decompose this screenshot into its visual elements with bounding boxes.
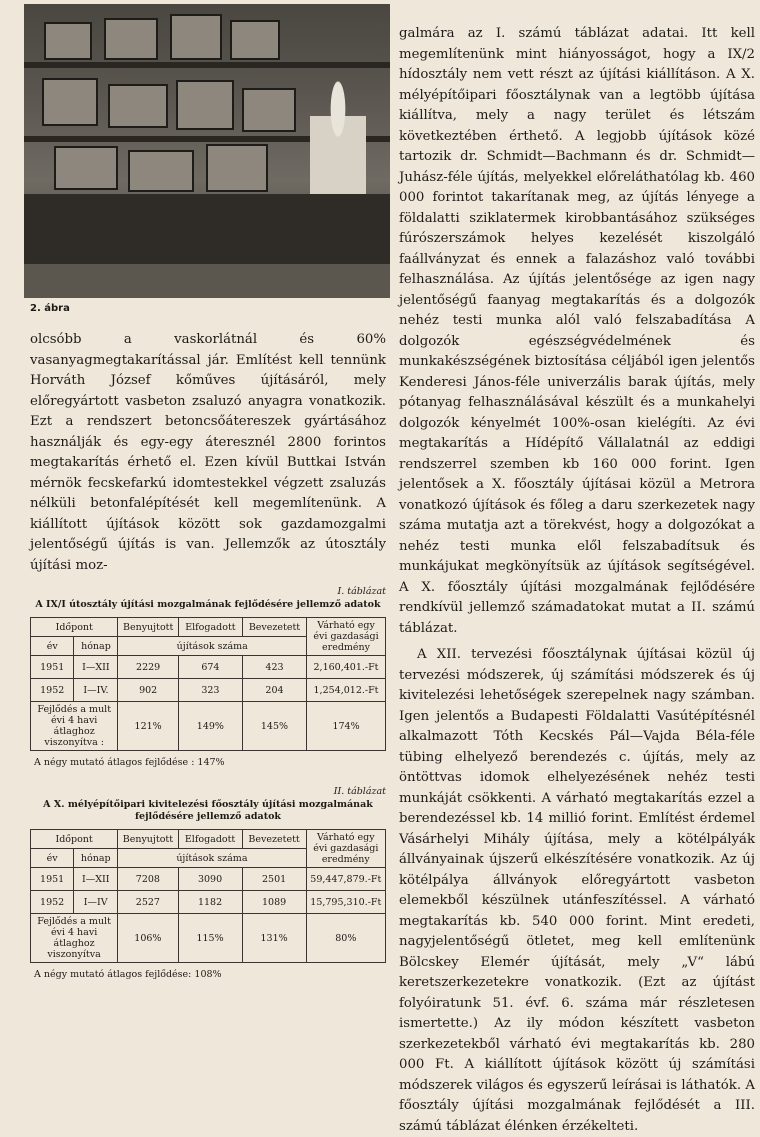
table2-row1-year: 1951 — [31, 868, 74, 891]
table2-head-bevezetett: Bevezetett — [242, 830, 306, 849]
table2-head-benyujtott: Benyujtott — [118, 830, 178, 849]
figure-caption: 2. ábra — [30, 303, 70, 314]
table2-row2-accepted: 1182 — [178, 891, 242, 914]
right-column — [399, 24, 755, 1137]
table2-head-elfogadott: Elfogadott — [178, 830, 242, 849]
table1-growth-label: Fejlődés a mult évi 4 havi átlaghoz viszonyítva : — [31, 702, 118, 751]
table1-head-honap: hónap — [74, 637, 118, 656]
table2-row2-month: I—IV — [74, 891, 118, 914]
table1-row2-year: 1952 — [31, 679, 74, 702]
table2-row2-submitted: 2527 — [118, 891, 178, 914]
table2-label: II. táblázat — [333, 786, 386, 797]
table2-head-honap: hónap — [74, 849, 118, 868]
table2-growth-result: 80% — [306, 914, 385, 963]
table2-head-ujitasok: újítások száma — [118, 849, 306, 868]
table2-row1-result: 59,447,879.-Ft — [306, 868, 385, 891]
table2-growth-introduced: 131% — [242, 914, 306, 963]
table2-row1-accepted: 3090 — [178, 868, 242, 891]
left-column — [30, 330, 386, 980]
bust-statue — [310, 74, 366, 214]
left-paragraph: olcsóbb a vaskorlátnál és 60% vasanyagmegtakarítással jár. Említést kell tennünk Horváth József kőműves újításáról, mely előregyártott vasbeton zsaluzó anyagra vonatkozik. Ezt a rendszert betoncsőátereszek gyártásához használják és egy-egy áteresznél 2800 forintos megtakarítás érhető el. Ezen kívül Buttkai István mérnök fecskefarkú idomtestekkel végzett zsaluzás nélküli betonfalépítését kell megemlítenünk. A kiállított újítások között sok gazdamozgalmi jelentőségű újítás is van. Jellemzők az útosztály újítási moz- — [30, 332, 386, 573]
table1-head-ujitasok: újítások száma — [118, 637, 307, 656]
table1 — [30, 617, 386, 751]
table-row — [31, 868, 386, 891]
table1-row2-introduced: 204 — [242, 679, 306, 702]
table-row-growth — [31, 702, 386, 751]
table1-head-varhato: Várható egy évi gazdasági eredmény — [307, 618, 386, 656]
table1-head-idopont: Időpont — [31, 618, 118, 637]
table1-growth-introduced: 145% — [242, 702, 306, 751]
table2-row1-month: I—XII — [74, 868, 118, 891]
table1-growth-accepted: 149% — [178, 702, 242, 751]
table2-title: A X. mélyépítőipari kivitelezési főosztály újítási mozgalmának fejlődésére jellemző adatok — [43, 799, 373, 822]
display-case — [24, 194, 390, 264]
table1-head-bevezetett: Bevezetett — [242, 618, 306, 637]
table2-row1-introduced: 2501 — [242, 868, 306, 891]
table-row — [31, 891, 386, 914]
table2-head-ev: év — [31, 849, 74, 868]
table1-head-ev: év — [31, 637, 74, 656]
table-row-growth — [31, 914, 386, 963]
table1-average: A négy mutató átlagos fejlődése : 147% — [34, 757, 225, 768]
table2-row2-introduced: 1089 — [242, 891, 306, 914]
table1-row2-accepted: 323 — [178, 679, 242, 702]
table2-row2-result: 15,795,310.-Ft — [306, 891, 385, 914]
table1-row1-accepted: 674 — [178, 656, 242, 679]
table1-row1-introduced: 423 — [242, 656, 306, 679]
table1-row1-month: I—XII — [74, 656, 118, 679]
table1-head-benyujtott: Benyujtott — [118, 618, 178, 637]
table2 — [30, 829, 386, 963]
table2-growth-accepted: 115% — [178, 914, 242, 963]
exhibition-photo — [24, 4, 390, 298]
table1-row2-result: 1,254,012.-Ft — [307, 679, 386, 702]
table1-growth-result: 174% — [307, 702, 386, 751]
table-row — [31, 656, 386, 679]
table1-label: I. táblázat — [337, 586, 386, 597]
table2-growth-label: Fejlődés a mult évi 4 havi átlaghoz viszonyítva — [31, 914, 118, 963]
table1-growth-submitted: 121% — [118, 702, 178, 751]
right-paragraph-1: galmára az I. számú táblázat adatai. Itt kell megemlítenünk mint hiányosságot, hogy a IX/2 hídosztály nem vett részt az újítási kiállításon. A X. mélyépítőipari főosztálynak van a legtöbb újítása kiállítva, mely a nagy terület és létszám következtében érthető. A legjobb újítások közé tartozik dr. Schmidt—Bachmann és dr. Schmidt—Juhász-féle újítás, melyekkel előreláthatólag kb. 460 000 forintot takarítanak meg, az újítás lényege a földalatti sziklatermek kirobbantásához szükséges fúrószerszámok helyes kezelését kiszolgáló faállványzat és ennek a falazáshoz való további felhasználása. Az újítás jelentősége az igen nagy jelentőségű faanyag megtakarítás és a dolgozók nehéz testi munka alól való felszabadítása A dolgozók egészségvédelmének és munkakészségének biztosítása céljából igen jelentős Kenderesi János-féle univerzális barak újítás, mely pótanyag felhasználásával készült és a munkahelyi dolgozók kényelmét 100%-osan kielégíti. Az évi megtakarítás a Hídépítő Vállalatnál az eddigi rendszerrel szemben kb 160 000 forint. Igen jelentősek a X. főosztály újításai közül a Metrora vonatkozó újítások és főleg a daru szerkezetek nagy száma mutatja azt a törekvést, hogy a dolgozókat a nehéz testi munka elől felszabadítsuk és munkájukat megkönyítsük az újítások segítségével. A X. főosztály újítási mozgalmának fejlődésére rendkívül jellemző számadatokat mutat a II. számú táblázat. — [399, 26, 755, 636]
table1-row2-month: I—IV. — [74, 679, 118, 702]
table2-head-idopont: Időpont — [31, 830, 118, 849]
table1-row1-year: 1951 — [31, 656, 74, 679]
table1-row1-result: 2,160,401.-Ft — [307, 656, 386, 679]
table2-growth-submitted: 106% — [118, 914, 178, 963]
table1-row1-submitted: 2229 — [118, 656, 178, 679]
table2-average: A négy mutató átlagos fejlődése: 108% — [34, 969, 222, 980]
table2-row2-year: 1952 — [31, 891, 74, 914]
table2-row1-submitted: 7208 — [118, 868, 178, 891]
table-row — [31, 679, 386, 702]
table1-head-elfogadott: Elfogadott — [178, 618, 242, 637]
table2-head-varhato: Várható egy évi gazdasági eredmény — [306, 830, 385, 868]
table1-title: A IX/I útosztály újítási mozgalmának fejlődésére jellemző adatok — [35, 599, 381, 610]
table1-row2-submitted: 902 — [118, 679, 178, 702]
right-paragraph-2: A XII. tervezési főosztálynak újításai közül új tervezési módszerek, új számítási módszerek és új kivitelezési lehetőségek szerepelnek nagy számban. Igen jelentős a Budapesti Földalatti Vasútépítésnél alkalmazott Tóth Kecskés Pál—Vajda Béla-féle tübing elhelyező berendezés c. újítás, mely az öntöttvas idomok elhelyezésének nehéz testi munkáját csökkenti. A várható megtakarítás ezzel a berendezéssel kb. 14 millió forint. Említést érdemel Vásárhelyi Mihály újítása, mely a kötélpályák állványainak újszerű elkészítésére vonatkozik. Az új kötélpálya állványok előregyártott vasbeton elemekből készülnek utánfeszítéssel. A várható megtakarítás kb. 540 000 forint. Mint eredeti, nagyjelentőségű ötletet, meg kell említenünk Bölcskey Elemér újítását, mely „V“ lábú keretszerkezetekre vonatkozik. (Ezt az újítást folyóiratunk 51. évf. 6. száma már részletesen ismertette.) Az ily módon készített vasbeton szerkezetekből várható évi megtakarítás kb. 280 000 Ft. A kiállított újítások között új számítási módszerek világos és egyszerű leírásai is láthatók. A főosztály újítási mozgalmának fejlődését a III. számú táblázat élénken érzékelteti. — [399, 647, 755, 1134]
